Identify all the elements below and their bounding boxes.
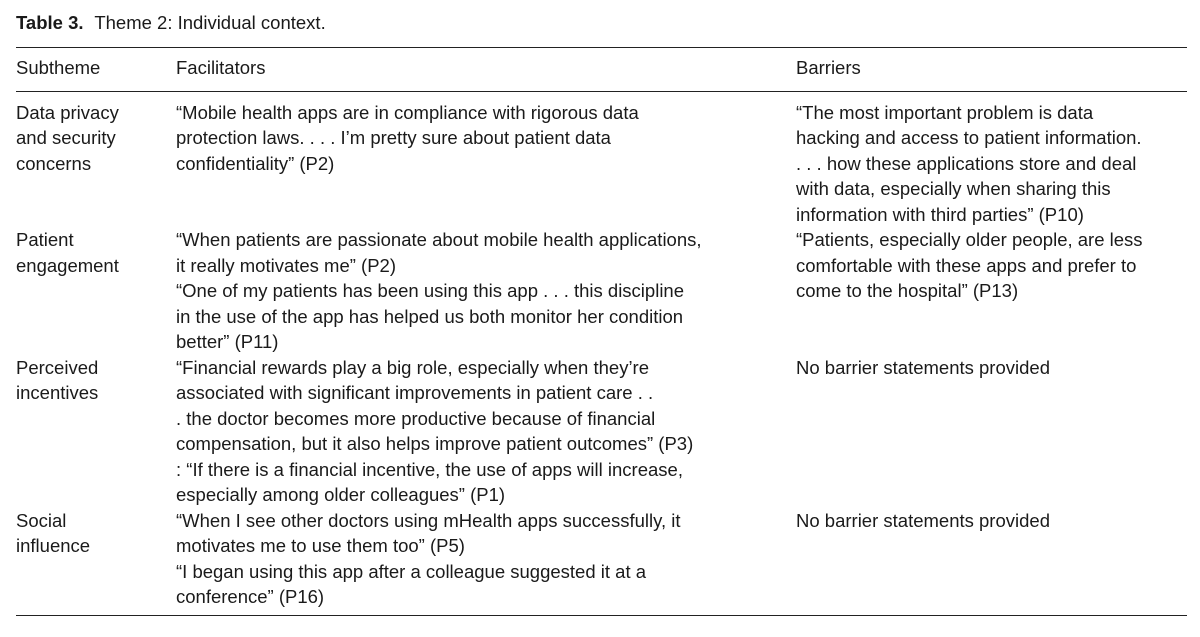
barriers-text-line: comfortable with these apps and prefer to [796, 254, 1137, 276]
facilitators-text-line: “When I see other doctors using mHealth apps successfully, it [176, 509, 681, 531]
facilitators-text-line: conference” (P16) [176, 586, 325, 607]
header-subtheme: Subtheme [16, 57, 101, 78]
table-title: Theme 2: Individual context. [94, 12, 326, 33]
table-row [16, 227, 1187, 355]
header-facilitators: Facilitators [176, 57, 266, 78]
facilitators-text-line: better” (P11) [176, 331, 279, 352]
barriers-cell [796, 508, 1187, 616]
subtheme-text-line: concerns [16, 152, 92, 174]
facilitators-text-line: protection laws. . . . I’m pretty sure about patient data [176, 127, 611, 148]
facilitators-cell [176, 508, 796, 616]
subtheme-text-line: influence [16, 535, 91, 556]
facilitators-text-line: “Financial rewards play a big role, especially when they’re [176, 356, 650, 378]
subtheme-text-line: Patient [16, 229, 74, 250]
subtheme-text-line: Data privacy [16, 101, 119, 123]
facilitators-text-line: motivates me to use them too” (P5) [176, 535, 465, 556]
facilitators-text-line: it really motivates me” (P2) [176, 254, 396, 276]
facilitators-text-line: in the use of the app has helped us both monitor her condition [176, 305, 684, 327]
header-barriers: Barriers [796, 57, 861, 78]
barriers-text-line: information with third parties” (P10) [796, 203, 1084, 225]
subtheme-cell [16, 91, 176, 227]
facilitators-text-line: “When patients are passionate about mobile health applications, [176, 229, 702, 250]
barriers-text-line: . . . how these applications store and deal [796, 152, 1137, 174]
facilitators-text-line: compensation, but it also helps improve patient outcomes” (P3) [176, 433, 694, 454]
table-row [16, 508, 1187, 616]
table-row [16, 355, 1187, 508]
barriers-cell [796, 227, 1187, 355]
facilitators-text-line: “I began using this app after a colleague suggested it at a [176, 560, 647, 582]
facilitators-cell [176, 355, 796, 508]
barriers-cell [796, 91, 1187, 227]
themes-table [16, 47, 1187, 616]
subtheme-text-line: Perceived [16, 356, 99, 378]
subtheme-cell [16, 355, 176, 508]
facilitators-cell [176, 91, 796, 227]
table-caption [16, 10, 1188, 36]
barriers-text-line: No barrier statements provided [796, 509, 1050, 531]
facilitators-text-line: “Mobile health apps are in compliance with rigorous data [176, 101, 639, 123]
barriers-text-line: hacking and access to patient information. [796, 127, 1142, 148]
table-body [16, 91, 1187, 615]
barriers-text-line: “The most important problem is data [796, 101, 1094, 123]
subtheme-text-line: incentives [16, 382, 99, 403]
subtheme-text-line: and security [16, 127, 116, 148]
facilitators-text-line: . the doctor becomes more productive because of financial [176, 407, 656, 429]
subtheme-cell [16, 227, 176, 355]
table-header-row [16, 48, 1187, 92]
facilitators-cell [176, 227, 796, 355]
barriers-text-line: “Patients, especially older people, are less [796, 229, 1143, 250]
table-label: Table 3. [16, 12, 84, 33]
barriers-text-line: come to the hospital” (P13) [796, 280, 1019, 301]
facilitators-text-line: especially among older colleagues” (P1) [176, 484, 506, 505]
barriers-text-line: with data, especially when sharing this [796, 178, 1111, 199]
barriers-text-line: No barrier statements provided [796, 356, 1050, 378]
subtheme-text-line: engagement [16, 254, 119, 276]
subtheme-text-line: Social [16, 509, 67, 531]
facilitators-text-line: confidentiality” (P2) [176, 152, 335, 174]
facilitators-text-line: “One of my patients has been using this app . . . this discipline [176, 280, 685, 301]
facilitators-text-line: associated with significant improvements in patient care . . [176, 382, 654, 403]
facilitators-text-line: : “If there is a financial incentive, the use of apps will increase, [176, 458, 683, 480]
subtheme-cell [16, 508, 176, 616]
table-row [16, 91, 1187, 227]
barriers-cell [796, 355, 1187, 508]
